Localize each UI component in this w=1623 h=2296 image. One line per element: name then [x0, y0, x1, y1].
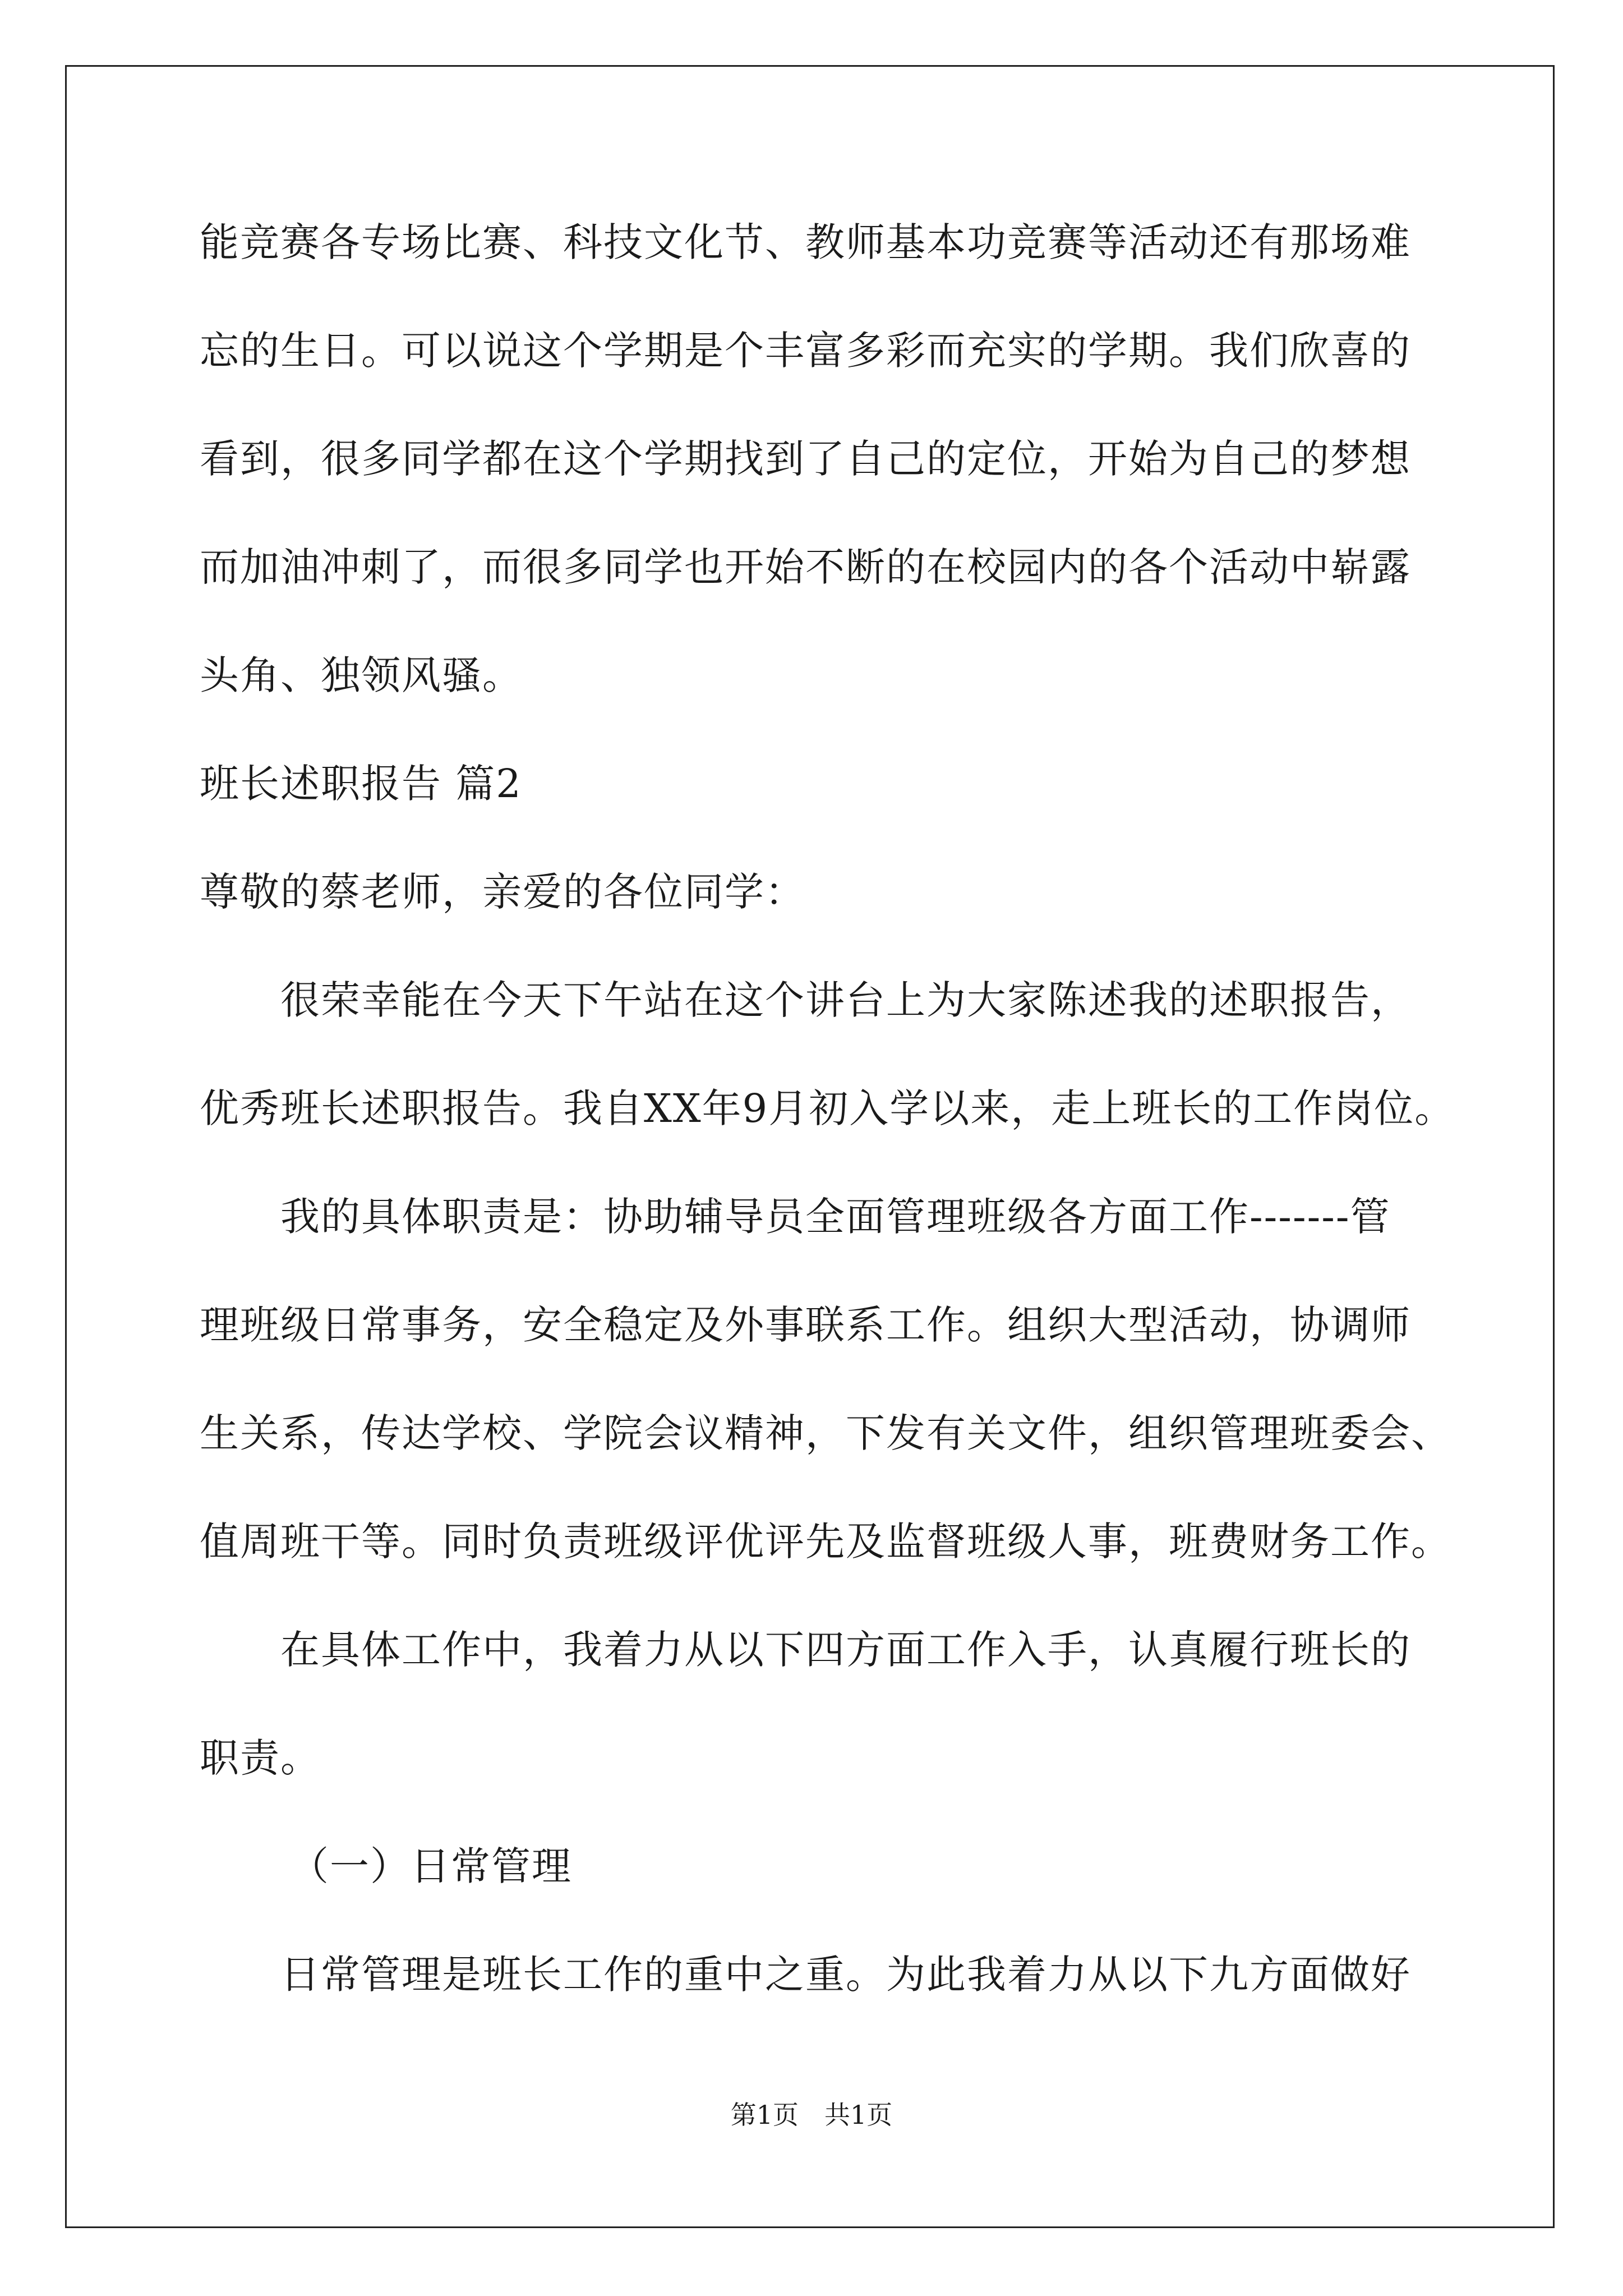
- paragraph-line: 优秀班长述职报告。我自XX年9月初入学以来，走上班长的工作岗位。: [200, 1085, 1455, 1131]
- paragraph-line: 理班级日常事务，安全稳定及外事联系工作。组织大型活动，协调师: [200, 1302, 1411, 1348]
- paragraph-line: 值周班干等。同时负责班级评优评先及监督班级人事，班费财务工作。: [200, 1519, 1451, 1565]
- subsection-heading: （一）日常管理: [289, 1843, 572, 1889]
- paragraph-line: 日常管理是班长工作的重中之重。为此我着力从以下九方面做好: [280, 1952, 1411, 1998]
- salutation: 尊敬的蔡老师，亲爱的各位同学：: [200, 869, 805, 915]
- page-number: 第1页 共1页: [730, 2100, 893, 2130]
- paragraph-line: 很荣幸能在今天下午站在这个讲台上为大家陈述我的述职报告，: [280, 977, 1411, 1023]
- paragraph-line: 头角、独领风骚。: [200, 652, 523, 698]
- page-border: [65, 65, 1555, 2228]
- section-heading: 班长述职报告 篇2: [200, 761, 522, 807]
- paragraph-line: 我的具体职责是：协助辅导员全面管理班级各方面工作-------管: [280, 1194, 1391, 1240]
- paragraph-line: 生关系，传达学校、学院会议精神，下发有关文件，组织管理班委会、: [200, 1410, 1451, 1456]
- paragraph-line: 忘的生日。可以说这个学期是个丰富多彩而充实的学期。我们欣喜的: [200, 328, 1411, 374]
- paragraph-line: 职责。: [200, 1735, 321, 1781]
- paragraph-line: 看到，很多同学都在这个学期找到了自己的定位，开始为自己的梦想: [200, 436, 1411, 482]
- paragraph-line: 能竞赛各专场比赛、科技文化节、教师基本功竞赛等活动还有那场难: [200, 219, 1411, 265]
- paragraph-line: 而加油冲刺了，而很多同学也开始不断的在校园内的各个活动中崭露: [200, 544, 1411, 590]
- paragraph-line: 在具体工作中，我着力从以下四方面工作入手，认真履行班长的: [280, 1627, 1411, 1673]
